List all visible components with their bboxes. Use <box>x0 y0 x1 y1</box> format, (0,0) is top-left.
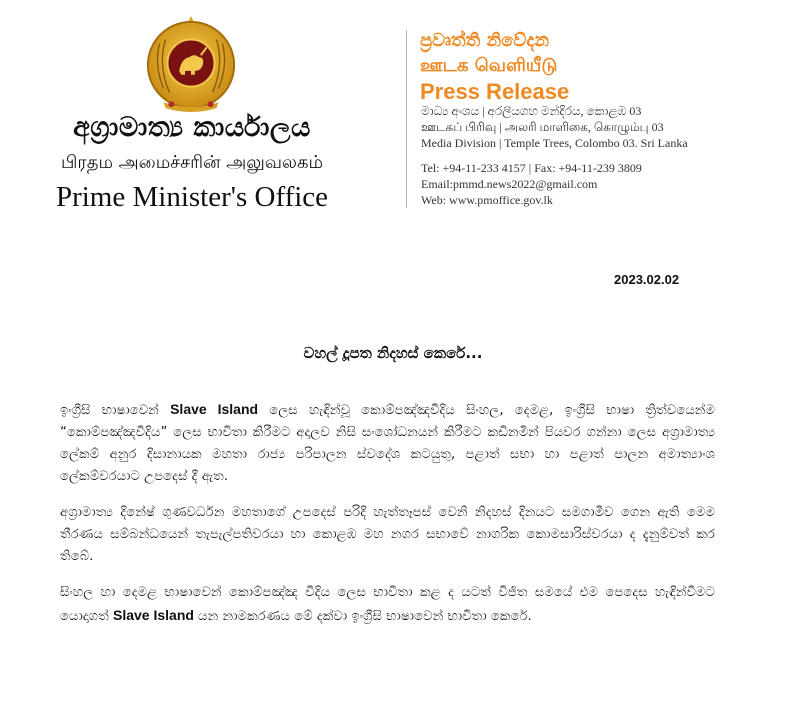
contact-tamil-line: ஊடகப் பிரிவு | அலரி மாளிகை, கொழும்பு 03 <box>421 120 664 134</box>
press-release-title <box>420 28 569 106</box>
office-name-block <box>0 112 384 214</box>
release-title-english: Press Release <box>420 79 570 104</box>
paragraph-1-start: ඉංග්‍රීසි භාෂාවෙන් <box>60 403 171 418</box>
office-name-english: Prime Minister's Office <box>55 181 329 213</box>
contact-web: Web: www.pmoffice.gov.lk <box>421 193 553 207</box>
paragraph-1-rest: ලෙස හැඳින්වූ කොම්පඤ්ඤවීදිය සිංහල, දෙමළ, ඉංග්‍රීසි භාෂා ත්‍රිත්වයෙන්ම “කොම්පඤ්ඤවීදිය” ලෙස භාවිතා කිරීමට අදාලව නිසි සංශෝධනයන් කිරීමට කඩිනමින් පියවර ගන්නා ලෙස අග්‍රාමාත්‍ය ලේකම් අනුර දිසානායක මහතා රාජ්‍ය පරිපාලන ස්වදේශ කටයුතු, පළාත් සභා හා පළාත් පාලන අමාත්‍යාංශ ලේකම්වරයාට උපදෙස් දී ඇත. <box>60 403 715 484</box>
article-body <box>60 398 715 642</box>
contact-english-line: Media Division | Temple Trees, Colombo 03. Sri Lanka <box>421 136 688 150</box>
paragraph-1 <box>60 398 715 488</box>
contact-email: Email:pmmd.news2022@gmail.com <box>421 177 598 191</box>
paragraph-3-rest: යන නාමකරණය මේ දක්වා ඉංග්‍රීසි භාෂාවෙන් භාවිතා කෙරේ. <box>193 609 532 624</box>
contact-tel-fax: Tel: +94-11-233 4157 | Fax: +94-11-239 3809 <box>421 161 642 175</box>
slave-island-term: Slave Island <box>170 401 259 417</box>
header-divider <box>406 30 407 208</box>
paragraph-2: අග්‍රාමාත්‍ය දිනේෂ් ගුණවර්ධන මහතාගේ උපදෙස් පරිදි හැත්තෑපස් වෙනි නිදහස් දිනයට සමගාමීව ගෙන ඇති මෙම තීරණය සම්බන්ධයෙන් තැපැල්පතිවරයා හා කොළඹ මහ නගර සභාවේ නාගරික කොමසාරිස්වරයා ද දැනුම්වත් කර තිබේ. <box>60 505 715 564</box>
office-name-sinhala: අග්‍රාමාත්‍ය කාර්යාලය <box>73 112 311 143</box>
contact-block <box>421 103 688 208</box>
sri-lanka-emblem-icon <box>142 14 240 116</box>
release-title-sinhala: ප්‍රවෘත්ති නිවේදන <box>420 30 549 51</box>
slave-island-term: Slave Island <box>113 607 194 623</box>
contact-sinhala-line: මාධ්‍ය අංශය | අරලියගහ මන්දිරය, කොළඹ 03 <box>421 104 642 118</box>
office-name-tamil: பிரதம அமைச்சரின் அலுவலகம் <box>61 152 323 173</box>
headline: වහල් දූපත නිදහස් කෙරේ... <box>303 344 483 362</box>
paragraph-3-start: සිංහල හා දෙමළ භාෂාවෙන් කොම්පඤ්ඤ වීදිය ලෙස භාවිතා කළ ද යටත් විජිත සමයේ එම පෙදෙස හැඳින්වීමට යොදාගත් <box>60 585 715 624</box>
paragraph-3 <box>60 582 715 628</box>
release-title-tamil: ஊடக வெளியீடு <box>420 55 558 76</box>
release-date: 2023.02.02 <box>614 272 680 287</box>
